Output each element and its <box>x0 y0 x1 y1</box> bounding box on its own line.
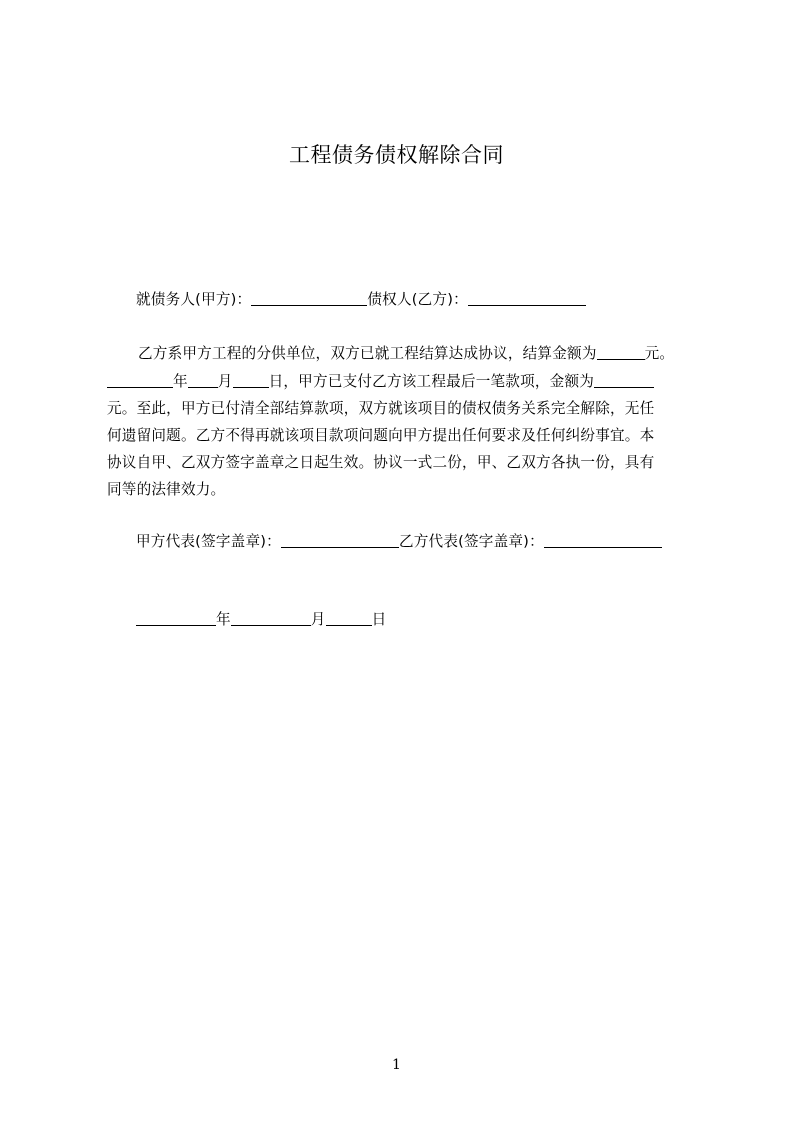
parties-line <box>136 290 586 310</box>
payment-year-label: 年 <box>173 373 188 390</box>
body-line-3: 元。至此，甲方已付清全部结算款项，双方就该项目的债权债务关系完全解除，无任 <box>107 400 655 417</box>
payment-month-blank <box>188 374 218 388</box>
sign-day-blank <box>326 612 372 626</box>
sign-year-blank <box>136 612 216 626</box>
party-b-signature-label: 乙方代表(签字盖章)： <box>398 533 544 550</box>
document-title: 工程债务债权解除合同 <box>289 143 504 167</box>
body-text-1: 乙方系甲方工程的分供单位，双方已就工程结算达成协议，结算金额为 <box>138 345 597 362</box>
signature-line <box>136 532 662 552</box>
body-unit-1: 元。 <box>644 345 675 362</box>
body-line-1 <box>138 344 674 364</box>
creditor-label: 债权人(乙方)： <box>367 291 468 308</box>
body-line-2 <box>107 372 654 392</box>
sign-day-label: 日 <box>371 611 387 628</box>
sign-year-label: 年 <box>216 611 231 628</box>
sign-month-label: 月 <box>310 611 326 628</box>
page-number: 1 <box>392 1057 401 1073</box>
party-a-signature-blank <box>281 534 399 548</box>
party-a-signature-label: 甲方代表(签字盖章)： <box>136 533 281 550</box>
debtor-label: 就债务人(甲方)： <box>136 291 252 308</box>
debtor-blank <box>251 292 367 306</box>
body-text-2: 日，甲方已支付乙方该工程最后一笔款项，金额为 <box>268 373 595 390</box>
final-payment-blank <box>594 374 654 388</box>
sign-month-blank <box>231 612 311 626</box>
payment-month-label: 月 <box>217 373 233 390</box>
payment-year-blank <box>107 374 173 388</box>
date-line <box>136 610 386 630</box>
party-b-signature-blank <box>544 534 662 548</box>
settlement-amount-blank <box>597 346 645 360</box>
body-line-5: 协议自甲、乙双方签字盖章之日起生效。协议一式二份，甲、乙双方各执一份，具有 <box>107 454 655 471</box>
payment-day-blank <box>233 374 269 388</box>
body-line-4: 何遗留问题。乙方不得再就该项目款项问题向甲方提出任何要求及任何纠纷事宜。本 <box>107 427 655 444</box>
body-line-6: 同等的法律效力。 <box>107 481 226 498</box>
creditor-blank <box>468 292 586 306</box>
